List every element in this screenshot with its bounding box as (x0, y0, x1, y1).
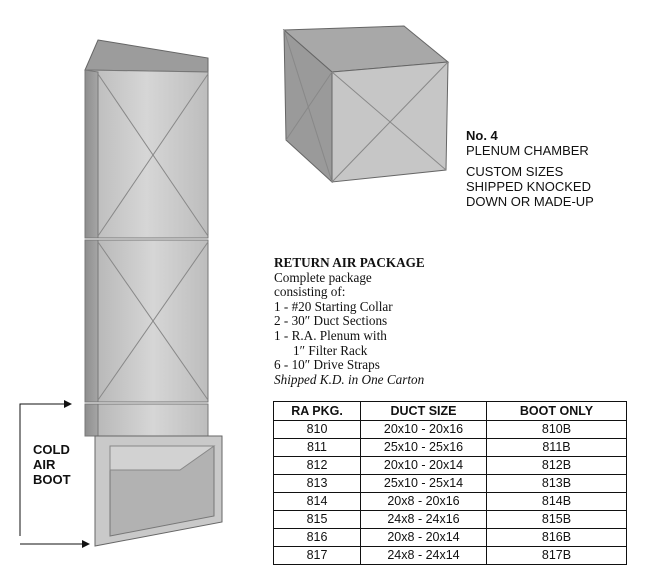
plenum-name: PLENUM CHAMBER (466, 143, 589, 158)
package-shipping-note: Shipped K.D. in One Carton (274, 371, 425, 387)
column-header-duct-size: DUCT SIZE (361, 402, 487, 421)
boot-only-cell: 814B (487, 493, 627, 511)
duct-size-cell: 20x10 - 20x14 (361, 457, 487, 475)
package-item: 1″ Filter Rack (293, 342, 368, 358)
cold-air-boot-label-line: COLD (33, 442, 70, 457)
cold-air-boot-label (33, 442, 71, 487)
boot-only-cell: 816B (487, 529, 627, 547)
duct-size-cell: 20x8 - 20x16 (361, 493, 487, 511)
duct-size-cell: 20x10 - 20x16 (361, 421, 487, 439)
column-header-ra-pkg: RA PKG. (274, 402, 361, 421)
duct-size-cell: 25x10 - 25x14 (361, 475, 487, 493)
duct-size-cell: 20x8 - 20x14 (361, 529, 487, 547)
table-row (274, 511, 627, 529)
plenum-chamber-caption (466, 128, 594, 209)
plenum-note-line: CUSTOM SIZES (466, 164, 564, 179)
boot-only-cell: 810B (487, 421, 627, 439)
table-row (274, 493, 627, 511)
plenum-note-line: SHIPPED KNOCKED (466, 179, 591, 194)
cold-air-boot-label-line: BOOT (33, 472, 71, 487)
plenum-note-line: DOWN OR MADE-UP (466, 194, 594, 209)
table-row (274, 421, 627, 439)
package-item: 1 - R.A. Plenum with (274, 327, 387, 343)
package-item: 1 - #20 Starting Collar (274, 298, 393, 314)
duct-size-cell: 24x8 - 24x16 (361, 511, 487, 529)
duct-size-cell: 25x10 - 25x16 (361, 439, 487, 457)
column-header-boot-only: BOOT ONLY (487, 402, 627, 421)
boot-only-cell: 817B (487, 547, 627, 565)
ra-pkg-cell: 817 (274, 547, 361, 565)
table-header-row (274, 402, 627, 421)
package-intro-line: Complete package (274, 269, 372, 285)
plenum-chamber-illustration (278, 20, 458, 192)
table-row (274, 547, 627, 565)
table-row (274, 439, 627, 457)
plenum-number: No. 4 (466, 128, 498, 143)
table-row (274, 529, 627, 547)
table-row (274, 457, 627, 475)
ra-pkg-cell: 810 (274, 421, 361, 439)
duct-size-cell: 24x8 - 24x14 (361, 547, 487, 565)
ra-pkg-cell: 811 (274, 439, 361, 457)
package-item: 6 - 10″ Drive Straps (274, 357, 380, 373)
package-intro-line: consisting of: (274, 284, 346, 300)
table-row (274, 475, 627, 493)
ra-pkg-cell: 816 (274, 529, 361, 547)
boot-only-cell: 813B (487, 475, 627, 493)
package-size-table (273, 401, 627, 565)
cold-air-boot-label-line: AIR (33, 457, 56, 472)
ra-pkg-cell: 814 (274, 493, 361, 511)
boot-only-cell: 811B (487, 439, 627, 457)
ra-pkg-cell: 813 (274, 475, 361, 493)
ra-pkg-cell: 815 (274, 511, 361, 529)
boot-only-cell: 812B (487, 457, 627, 475)
ra-pkg-cell: 812 (274, 457, 361, 475)
boot-only-cell: 815B (487, 511, 627, 529)
package-title: RETURN AIR PACKAGE (274, 255, 425, 270)
package-item: 2 - 30″ Duct Sections (274, 313, 388, 329)
return-air-package-description (274, 256, 425, 387)
